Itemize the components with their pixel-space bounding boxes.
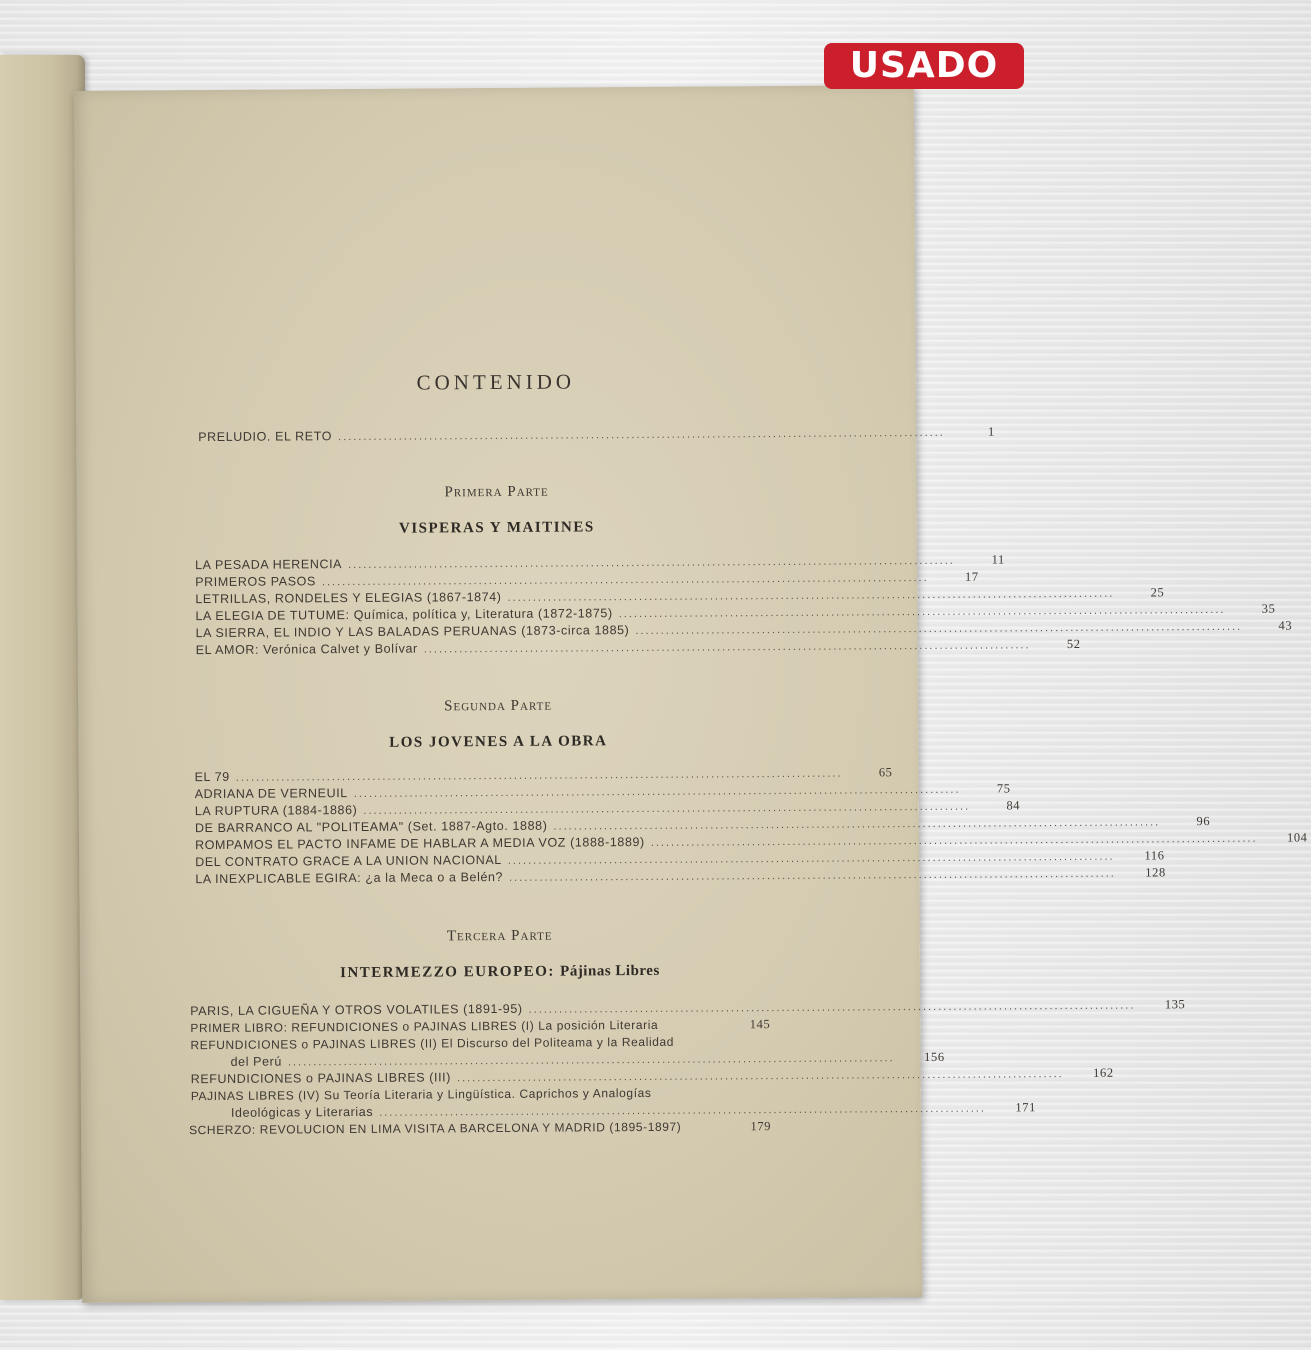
leader-dots: ........................................................................................................................ — [423, 639, 1031, 656]
entry-text: PRIMEROS PASOS — [195, 574, 316, 590]
entry-text: LA SIERRA, EL INDIO Y LAS BALADAS PERUANAS (1873-circa 1885) — [195, 623, 630, 641]
entry-text: LA INEXPLICABLE EGIRA: ¿a la Meca o a Belén? — [195, 869, 504, 887]
entry-page: 11 — [991, 552, 1005, 567]
entry-page: 96 — [1196, 814, 1211, 829]
leader-dots: ........................................................................................................................ — [456, 1068, 1064, 1085]
entry-page: 1 — [987, 424, 995, 439]
leader-dots: ........................................................................................................................ — [509, 867, 1116, 884]
entry-text: ADRIANA DE VERNEUIL — [194, 786, 348, 802]
entry-page: 162 — [1093, 1065, 1114, 1080]
book-page — [74, 85, 1308, 1303]
leader-dots: ........................................................................................................................ — [287, 1052, 895, 1069]
entry-page: 171 — [1015, 1100, 1036, 1115]
toc-title: CONTENIDO — [416, 369, 576, 395]
toc-entry — [195, 636, 1081, 660]
entry-page: 156 — [924, 1049, 945, 1065]
entry-page: 145 — [749, 1017, 771, 1032]
left-page-edge — [0, 55, 85, 1300]
part-heading-1: VISPERAS Y MAITINES — [398, 519, 595, 537]
entry-text: PRELUDIO. EL RETO — [198, 429, 333, 445]
leader-dots: ........................................................................................................................ — [321, 571, 929, 589]
toc-entry-prelude — [198, 424, 995, 447]
entry-page: 75 — [996, 781, 1011, 796]
part-label-2: Segunda Parte — [444, 697, 553, 715]
entry-text: del Perú — [230, 1054, 282, 1069]
leader-dots: ........................................................................................................................ — [507, 850, 1115, 867]
entry-page: 43 — [1278, 618, 1293, 633]
entry-text: ROMPAMOS EL PACTO INFAME DE HABLAR A MEDIA VOZ (1888-1889) — [194, 834, 645, 853]
entry-text: DEL CONTRATO GRACE A LA UNION NACIONAL — [195, 852, 502, 870]
leader-dots: ........................................................................................................................ — [353, 783, 961, 801]
entry-text: Ideológicas y Literarias — [230, 1104, 374, 1120]
toc-entry — [189, 1119, 771, 1140]
entry-page: 135 — [1164, 997, 1186, 1012]
entry-text: PARIS, LA CIGUEÑA Y OTROS VOLATILES (1891-95) — [190, 1001, 523, 1019]
leader-dots: ........................................................................................................................ — [338, 426, 945, 444]
entry-page: 25 — [1150, 585, 1165, 600]
leader-dots: ........................................................................................................................ — [363, 800, 971, 817]
leader-dots: ........................................................................................................................ — [507, 587, 1115, 604]
entry-text: EL 79 — [194, 769, 230, 785]
part-heading-3 — [80, 961, 920, 984]
part-heading-3-sub: Pájinas Libres — [560, 962, 660, 980]
entry-page: 179 — [750, 1119, 772, 1134]
part-heading-2: LOS JOVENES A LA OBRA — [389, 733, 608, 751]
entry-text: DE BARRANCO AL "POLITEAMA" (Set. 1887-Agto. 1888) — [194, 818, 548, 836]
entry-page: 104 — [1286, 830, 1308, 845]
leader-dots: ........................................................................................................................ — [553, 816, 1161, 833]
entry-text: PAJINAS LIBRES (IV) Su Teoría Literaria y Lingüística. Caprichos y Analogías — [190, 1085, 652, 1104]
entry-page: 52 — [1066, 636, 1081, 652]
leader-dots: ........................................................................................................................ — [348, 554, 955, 572]
entry-text: SCHERZO: REVOLUCION EN LIMA VISITA A BARCELONA Y MADRID (1895-1897) — [188, 1119, 682, 1138]
entry-text: REFUNDICIONES o PAJINAS LIBRES (III) — [190, 1070, 452, 1087]
toc-entry — [195, 865, 1166, 889]
entry-text: LA PESADA HERENCIA — [195, 557, 343, 573]
entry-page: 84 — [1006, 798, 1021, 813]
used-badge: USADO — [824, 43, 1024, 89]
leader-dots: ........................................................................................................................ — [635, 620, 1243, 638]
leader-dots: ........................................................................................................................ — [379, 1102, 986, 1119]
entry-text: LA RUPTURA (1884-1886) — [194, 802, 358, 819]
leader-dots: ........................................................................................................................ — [528, 999, 1136, 1016]
entry-text: PRIMER LIBRO: REFUNDICIONES o PAJINAS LIBRES (I) La posición Literaria — [190, 1017, 659, 1036]
part-label-3: Tercera Parte — [446, 927, 553, 945]
part-heading-3-main: INTERMEZZO EUROPEO: — [340, 963, 555, 982]
entry-text: LETRILLAS, RONDELES Y ELEGIAS (1867-1874) — [195, 589, 502, 607]
part-label-1: Primera Parte — [444, 483, 549, 501]
entry-page: 116 — [1144, 848, 1165, 863]
entry-text: EL AMOR: Verónica Calvet y Bolívar — [195, 641, 418, 658]
entry-page: 128 — [1145, 865, 1166, 880]
entry-page: 17 — [964, 569, 979, 584]
leader-dots: ........................................................................................................................ — [235, 767, 843, 784]
entry-text: REFUNDICIONES o PAJINAS LIBRES (II) El Discurso del Politeama y la Realidad — [190, 1034, 675, 1053]
entry-page: 35 — [1261, 601, 1276, 616]
leader-dots: ........................................................................................................................ — [618, 603, 1226, 621]
entry-text: LA ELEGIA DE TUTUME: Química, política y, Literatura (1872-1875) — [195, 606, 613, 624]
entry-page: 65 — [878, 765, 893, 780]
leader-dots: ........................................................................................................................ — [650, 832, 1258, 849]
